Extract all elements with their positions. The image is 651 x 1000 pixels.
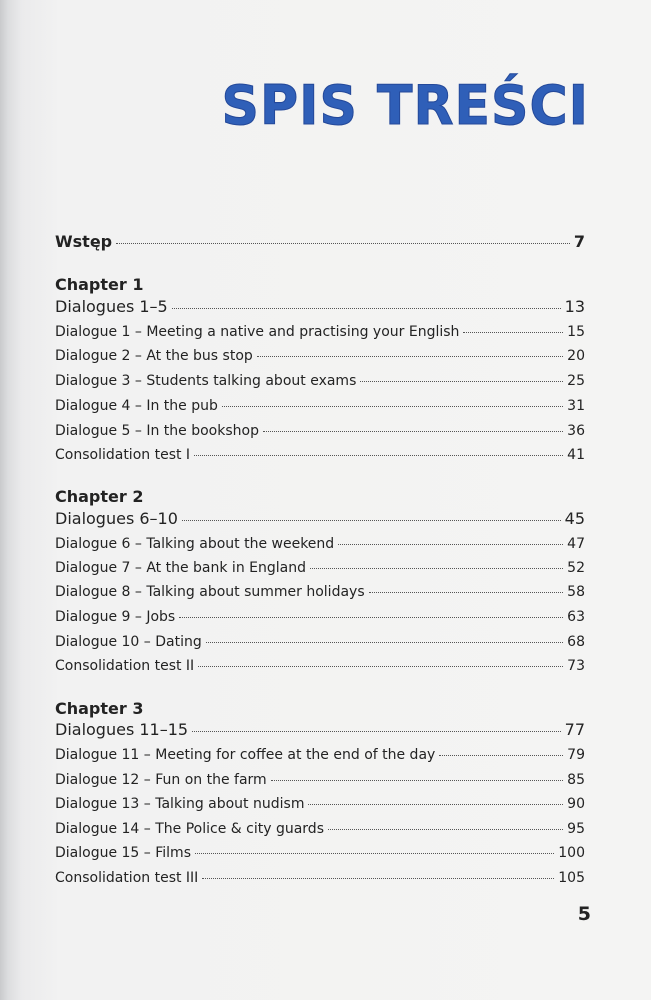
toc-entry-page: 100 <box>558 845 585 861</box>
toc-entry-page: 45 <box>564 509 585 528</box>
leader-dots <box>172 308 561 309</box>
chapter-heading: Chapter 2 <box>55 487 144 506</box>
leader-dots <box>439 755 563 756</box>
toc-entry[interactable] <box>55 821 585 837</box>
toc-entry[interactable] <box>55 845 585 861</box>
leader-dots <box>463 332 563 333</box>
toc-entry-label: Dialogues 1–5 <box>55 297 168 316</box>
toc-entry-label: Dialogue 2 – At the bus stop <box>55 348 253 364</box>
toc-entry[interactable] <box>55 584 585 600</box>
toc-entry-page: 90 <box>567 796 585 812</box>
toc-entry-label: Dialogue 6 – Talking about the weekend <box>55 536 335 552</box>
leader-dots <box>310 568 563 569</box>
page-title: SPIS TREŚCI <box>221 74 589 138</box>
toc-entry-page: 13 <box>564 297 585 316</box>
toc-entry-label: Wstęp <box>55 232 113 251</box>
toc-entry-label: Dialogue 3 – Students talking about exams <box>55 373 357 389</box>
leader-dots <box>222 406 563 407</box>
toc-entry-page: 15 <box>567 324 585 340</box>
toc-entry-page: 85 <box>567 772 585 788</box>
toc-entry[interactable] <box>55 447 585 463</box>
toc-entry-label: Dialogue 15 – Films <box>55 845 191 861</box>
toc-entry-label: Dialogue 7 – At the bank in England <box>55 560 306 576</box>
toc-entry[interactable] <box>55 348 585 364</box>
toc-entry-page: 47 <box>567 536 585 552</box>
toc-entry-page: 20 <box>567 348 585 364</box>
toc-entry[interactable] <box>55 324 585 340</box>
leader-dots <box>369 592 564 593</box>
toc-entry-page: 31 <box>567 398 585 414</box>
toc-entry-main[interactable] <box>55 297 585 316</box>
toc-entry-label: Dialogues 11–15 <box>55 720 189 739</box>
toc-entry-page: 95 <box>567 821 585 837</box>
page-number: 5 <box>577 903 591 925</box>
toc-entry[interactable] <box>55 634 585 650</box>
toc-entry[interactable] <box>55 658 585 674</box>
leader-dots <box>116 243 570 244</box>
toc-entry[interactable] <box>55 772 585 788</box>
toc-entry[interactable] <box>55 796 585 812</box>
toc-entry-page: 77 <box>564 720 585 739</box>
leader-dots <box>179 617 563 618</box>
leader-dots <box>338 544 563 545</box>
leader-dots <box>360 381 563 382</box>
toc-entry-label: Dialogue 14 – The Police & city guards <box>55 821 324 837</box>
leader-dots <box>198 666 563 667</box>
leader-dots <box>257 356 563 357</box>
toc-entry-label: Dialogue 10 – Dating <box>55 634 202 650</box>
toc-entry[interactable] <box>55 747 585 763</box>
toc-entry-label: Dialogue 8 – Talking about summer holidays <box>55 584 365 600</box>
toc-entry-label: Dialogue 13 – Talking about nudism <box>55 796 305 812</box>
toc-entry-label: Dialogue 9 – Jobs <box>55 609 176 625</box>
leader-dots <box>206 642 563 643</box>
toc-entry-main[interactable] <box>55 720 585 739</box>
toc-entry[interactable] <box>55 560 585 576</box>
leader-dots <box>194 455 563 456</box>
toc-entry-label: Dialogue 5 – In the bookshop <box>55 423 259 439</box>
leader-dots <box>263 431 563 432</box>
toc-entry[interactable] <box>55 398 585 414</box>
toc-entry-main[interactable] <box>55 509 585 528</box>
chapter-heading: Chapter 1 <box>55 275 144 294</box>
chapter-heading: Chapter 3 <box>55 699 144 718</box>
toc-entry-page: 36 <box>567 423 585 439</box>
toc-entry-page: 25 <box>567 373 585 389</box>
toc-entry[interactable] <box>55 373 585 389</box>
toc-entry-page: 7 <box>573 232 585 251</box>
leader-dots <box>182 520 561 521</box>
toc-entry[interactable] <box>55 609 585 625</box>
toc-entry[interactable] <box>55 423 585 439</box>
toc-entry-label: Consolidation test II <box>55 658 195 674</box>
toc-entry-label: Dialogue 12 – Fun on the farm <box>55 772 267 788</box>
leader-dots <box>202 878 554 879</box>
leader-dots <box>308 804 563 805</box>
toc-entry-intro[interactable] <box>55 232 585 251</box>
toc-entry-label: Dialogue 4 – In the pub <box>55 398 218 414</box>
toc-entry-page: 79 <box>567 747 585 763</box>
toc-entry-page: 63 <box>567 609 585 625</box>
leader-dots <box>195 853 554 854</box>
toc-entry-page: 73 <box>567 658 585 674</box>
toc-entry[interactable] <box>55 870 585 886</box>
toc-entry-page: 52 <box>567 560 585 576</box>
toc-entry-page: 105 <box>558 870 585 886</box>
leader-dots <box>271 780 563 781</box>
leader-dots <box>192 731 561 732</box>
toc-entry[interactable] <box>55 536 585 552</box>
toc-entry-page: 58 <box>567 584 585 600</box>
toc-entry-label: Dialogues 6–10 <box>55 509 178 528</box>
toc-entry-page: 68 <box>567 634 585 650</box>
toc-entry-label: Consolidation test I <box>55 447 191 463</box>
toc-entry-label: Dialogue 1 – Meeting a native and practising your English <box>55 324 460 340</box>
toc-entry-label: Consolidation test III <box>55 870 199 886</box>
toc-entry-page: 41 <box>567 447 585 463</box>
leader-dots <box>328 829 563 830</box>
toc-entry-label: Dialogue 11 – Meeting for coffee at the end of the day <box>55 747 436 763</box>
